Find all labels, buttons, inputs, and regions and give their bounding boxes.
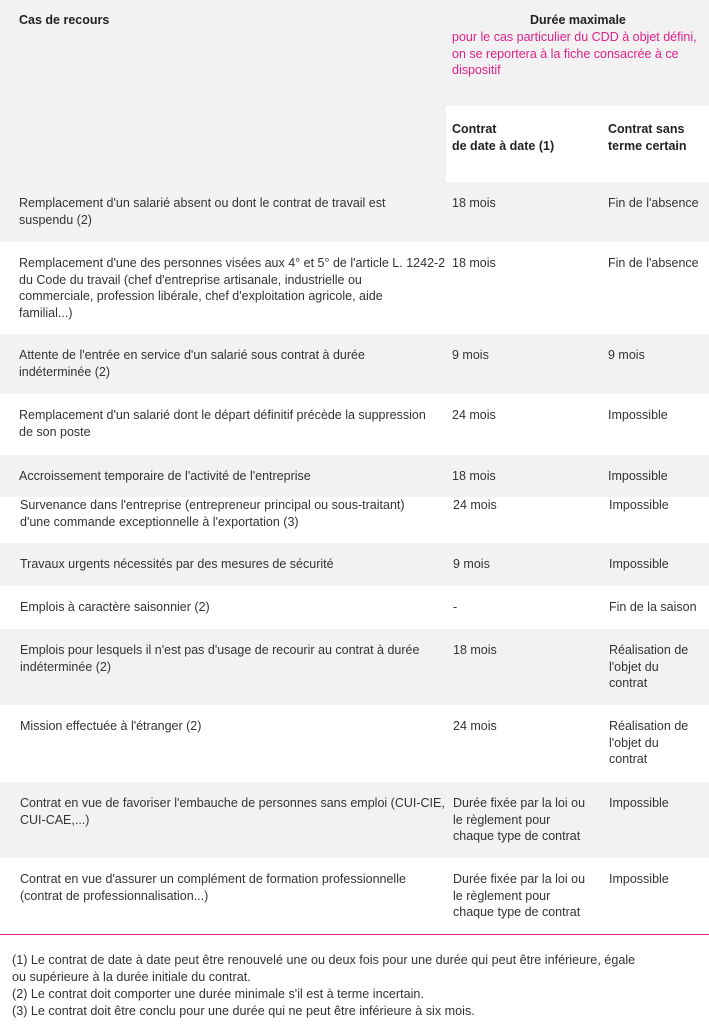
row-duration-sans-terme: Impossible (608, 469, 668, 483)
row-duration-sans-terme: Impossible (608, 408, 668, 422)
row-case: Emplois à caractère saisonnier (2) (20, 600, 210, 614)
table-row (0, 543, 709, 586)
row-duration-date: 18 mois (452, 196, 496, 210)
table-row (0, 242, 709, 334)
header-duration-cell (446, 0, 709, 106)
header-col-date-a-date: Contrat de date à date (1) (452, 122, 555, 153)
table-row (0, 455, 709, 497)
row-duration-date: 24 mois (453, 719, 497, 733)
table-row (0, 782, 709, 858)
row-duration-date: Durée fixée par la loi ou le règlement pour chaque type de contrat (453, 872, 586, 919)
row-case: Contrat en vue de favoriser l'embauche de personnes sans emploi (CUI-CIE, CUI-CAE,...) (20, 796, 445, 827)
row-duration-sans-terme: Impossible (609, 872, 669, 886)
row-duration-sans-terme: Réalisation de l'objet du contrat (609, 643, 689, 690)
row-duration-sans-terme: Fin de l'absence (608, 196, 699, 210)
header-duration-note: pour le cas particulier du CDD à objet défini, on se reportera à la fiche consacrée à ce dispositif (452, 30, 697, 77)
row-duration-date: 18 mois (452, 256, 496, 270)
row-duration-sans-terme: Fin de l'absence (608, 256, 699, 270)
row-case: Travaux urgents nécessités par des mesures de sécurité (20, 557, 334, 571)
row-case: Survenance dans l'entreprise (entrepreneur principal ou sous-traitant) d'une commande exceptionnelle à l'exportation (3) (20, 498, 405, 529)
row-duration-sans-terme: Impossible (609, 796, 669, 810)
row-duration-sans-terme: Fin de la saison (609, 600, 697, 614)
row-duration-date: 24 mois (452, 408, 496, 422)
row-case: Attente de l'entrée en service d'un salarié sous contrat à durée indéterminée (2) (19, 348, 365, 379)
row-duration-sans-terme: Impossible (609, 498, 669, 512)
header-case-label: Cas de recours (19, 13, 110, 27)
row-case: Accroissement temporaire de l'activité de l'entreprise (19, 469, 311, 483)
row-duration-sans-terme: Réalisation de l'objet du contrat (609, 719, 689, 766)
row-duration-sans-terme: 9 mois (608, 348, 645, 362)
row-case: Remplacement d'un salarié dont le départ définitif précède la suppression de son poste (19, 408, 426, 439)
table-row (0, 586, 709, 629)
row-case: Emplois pour lesquels il n'est pas d'usage de recourir au contrat à durée indéterminée (2) (20, 643, 420, 674)
row-duration-date: 18 mois (452, 469, 496, 483)
row-duration-date: - (453, 600, 458, 614)
header-col-sans-terme: Contrat sans terme certain (608, 122, 687, 153)
footnote-3: (3) Le contrat doit être conclu pour une durée qui ne peut être inférieure à six mois. (12, 1004, 475, 1018)
footnotes (12, 952, 709, 1020)
row-duration-date: 24 mois (453, 498, 497, 512)
header-case-cell (0, 0, 446, 182)
table-row (0, 394, 709, 455)
header-subcolumns (446, 106, 709, 182)
table-row (0, 629, 709, 705)
row-case: Remplacement d'une des personnes visées aux 4° et 5° de l'article L. 1242-2 du Code du travail (chef d'entreprise artisanale, industrielle ou commerciale, profession libérale, chef d'exploitation agricole, aide familial...) (19, 256, 446, 320)
table-row (0, 858, 709, 934)
footnote-2: (2) Le contrat doit comporter une durée minimale s'il est à terme incertain. (12, 987, 424, 1001)
header-duration-title: Durée maximale (530, 13, 626, 27)
row-case: Mission effectuée à l'étranger (2) (20, 719, 202, 733)
row-duration-date: 9 mois (453, 557, 490, 571)
footnote-1a: (1) Le contrat de date à date peut être renouvelé une ou deux fois pour une durée qui peut être inférieure, égale (12, 953, 636, 967)
table-row (0, 334, 709, 394)
table-row (0, 705, 709, 782)
row-duration-date: 9 mois (452, 348, 489, 362)
table-row (0, 182, 709, 242)
row-case: Remplacement d'un salarié absent ou dont le contrat de travail est suspendu (2) (19, 196, 386, 227)
row-duration-date: Durée fixée par la loi ou le règlement pour chaque type de contrat (453, 796, 586, 843)
row-case: Contrat en vue d'assurer un complément de formation professionnelle (contrat de professionnalisation...) (20, 872, 406, 903)
table-row (0, 497, 709, 543)
footnote-1b: ou supérieure à la durée initiale du contrat. (12, 970, 251, 984)
row-duration-date: 18 mois (453, 643, 497, 657)
row-duration-sans-terme: Impossible (609, 557, 669, 571)
footnote-separator (0, 934, 709, 935)
